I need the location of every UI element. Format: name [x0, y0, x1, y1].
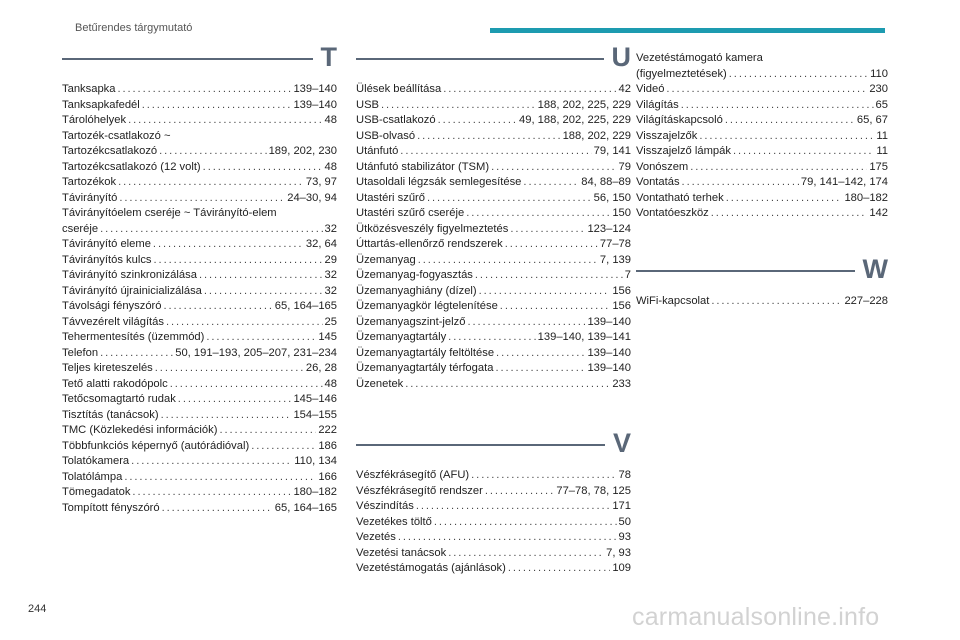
index-term: Üzemanyag	[356, 253, 416, 266]
leader-dots	[124, 470, 316, 486]
index-section-u	[356, 42, 631, 392]
index-entry	[636, 206, 888, 222]
page-reference: 189, 202, 230	[268, 145, 337, 157]
index-entry	[62, 98, 337, 114]
index-term: Üzemanyagtartály térfogata	[356, 362, 494, 374]
index-entry	[636, 191, 888, 207]
section-heading	[62, 42, 337, 72]
leader-dots	[733, 144, 874, 160]
index-entry	[62, 454, 337, 470]
index-entry	[62, 346, 337, 362]
page-reference: 175	[869, 160, 888, 173]
page-reference: 79	[618, 160, 631, 173]
index-term: Többfunkciós képernyő (autórádióval)	[62, 439, 250, 452]
index-term: Tolatólámpa	[62, 470, 123, 483]
index-entry	[636, 129, 888, 145]
index-term: Ütközésveszély figyelmeztetés	[356, 222, 509, 235]
index-entry	[356, 499, 631, 515]
index-entry	[356, 377, 631, 393]
leader-dots	[206, 330, 316, 346]
index-entry	[62, 191, 337, 207]
index-entry	[356, 253, 631, 269]
index-term: Utastéri szűrő	[356, 191, 426, 204]
leader-dots	[219, 423, 316, 439]
index-entry	[636, 144, 888, 160]
index-term: Úttartás-ellenőrző rendszerek	[356, 238, 503, 250]
leader-dots	[467, 315, 585, 331]
index-entry	[356, 206, 631, 222]
leader-dots	[726, 191, 843, 207]
index-term: Vontatás	[636, 176, 680, 188]
leader-dots	[711, 206, 868, 222]
page-reference: 156	[612, 300, 631, 312]
index-entry	[62, 470, 337, 486]
page-reference: 65, 67	[856, 114, 888, 126]
leader-dots	[505, 237, 598, 253]
index-entry	[356, 160, 631, 176]
index-term: Vezetékes töltő	[356, 515, 432, 528]
index-entry	[62, 222, 337, 238]
page-reference: 48	[324, 377, 337, 390]
index-term: Üzemanyagkör légtelenítése	[356, 300, 498, 312]
index-entry	[62, 330, 337, 346]
page-reference: 77–78	[599, 238, 631, 250]
index-entry	[62, 268, 337, 284]
index-term: TMC (Közlekedési információk)	[62, 424, 218, 436]
index-term: Vezetés	[356, 531, 396, 543]
index-entry	[62, 299, 337, 315]
index-entry	[356, 330, 631, 346]
index-term: Tanksapka	[62, 83, 116, 95]
index-term: Visszajelző lámpák	[636, 145, 731, 157]
page-reference: 222	[318, 424, 337, 436]
page-reference: 166	[318, 470, 337, 483]
leader-dots	[251, 439, 316, 455]
page-reference: 24–30, 94	[287, 191, 337, 204]
index-entry	[356, 515, 631, 531]
index-term: Tartozékcsatlakozó (12 volt)	[62, 160, 201, 173]
section-heading	[356, 428, 631, 458]
page-number: 244	[28, 603, 47, 615]
leader-dots	[118, 175, 304, 191]
index-term: Üzemanyag-fogyasztás	[356, 269, 473, 281]
leader-dots	[479, 284, 611, 300]
page-reference: 180–182	[844, 191, 888, 204]
page-reference: 78	[618, 469, 631, 481]
leader-dots	[500, 299, 611, 315]
index-term: Üzenetek	[356, 377, 404, 390]
page-reference: 56, 150	[593, 191, 631, 204]
section-letter: V	[612, 428, 631, 458]
leader-dots	[690, 160, 867, 176]
page-reference: 139–140	[293, 98, 337, 111]
page-reference: 139–140	[587, 362, 631, 374]
index-entry-first-line: Távirányítóelem cseréje ~ Távirányító-elem	[62, 207, 277, 219]
leader-dots	[666, 82, 867, 98]
leader-dots	[417, 129, 560, 145]
leader-dots	[418, 253, 598, 269]
index-term: Utánfutó	[356, 145, 399, 157]
page-header-title: Betűrendes tárgymutató	[75, 22, 193, 34]
page-reference: 186	[318, 439, 337, 452]
index-term: Tolatókamera	[62, 455, 130, 467]
index-entry	[62, 485, 337, 501]
index-term: Tanksapkafedél	[62, 98, 140, 111]
index-term: Vezetéstámogatás (ajánlások)	[356, 562, 506, 574]
page-reference: 145–146	[293, 393, 337, 405]
page-reference: 145	[318, 331, 337, 343]
section-divider-line	[356, 444, 605, 446]
page-reference: 188, 202, 225, 229	[537, 98, 631, 111]
leader-dots	[155, 361, 304, 377]
index-entry	[356, 299, 631, 315]
index-entry-first-line: Vezetéstámogató kamera	[636, 52, 763, 64]
leader-dots	[381, 98, 536, 114]
leader-dots	[398, 530, 617, 546]
leader-dots	[153, 237, 304, 253]
index-entry	[356, 82, 631, 98]
page-reference: 42	[618, 83, 631, 95]
index-entry	[62, 253, 337, 269]
index-term: Világítás	[636, 98, 679, 111]
index-entry	[356, 237, 631, 253]
index-entry	[62, 315, 337, 331]
leader-dots	[729, 67, 868, 83]
page-reference: 93	[618, 531, 631, 543]
page-reference: 7, 139	[599, 253, 631, 266]
header-accent-bar	[490, 28, 885, 33]
index-entry	[356, 484, 631, 500]
index-entry	[356, 284, 631, 300]
leader-dots	[496, 346, 585, 362]
index-entry	[356, 191, 631, 207]
page-reference: 142	[869, 207, 888, 219]
leader-dots	[448, 546, 604, 562]
index-term: Üzemanyagtartály feltöltése	[356, 346, 495, 359]
index-section-v	[356, 428, 631, 577]
section-divider-line	[356, 58, 604, 60]
index-term: Tartozékok	[62, 176, 117, 188]
page-reference: 110, 134	[294, 455, 337, 467]
leader-dots	[725, 113, 855, 129]
section-divider-line	[62, 58, 313, 60]
page-reference: 180–182	[293, 486, 337, 498]
leader-dots	[434, 515, 617, 531]
index-term: Vészfékrásegítő (AFU)	[356, 469, 470, 481]
leader-dots	[162, 501, 273, 517]
index-section-w	[636, 254, 888, 310]
leader-dots	[204, 284, 323, 300]
index-entry	[356, 222, 631, 238]
index-entry	[356, 144, 631, 160]
page-reference: 73, 97	[305, 176, 337, 188]
index-entry	[62, 501, 337, 517]
leader-dots	[178, 392, 292, 408]
leader-dots	[131, 454, 292, 470]
leader-dots	[203, 160, 323, 176]
index-entry	[62, 392, 337, 408]
leader-dots	[166, 315, 323, 331]
index-entry	[356, 468, 631, 484]
page-reference: 32, 64	[305, 238, 337, 250]
leader-dots	[491, 160, 616, 176]
watermark: carmanualsonline.info	[632, 603, 880, 631]
index-entry	[356, 129, 631, 145]
index-term: WiFi-kapcsolat	[636, 295, 710, 307]
leader-dots	[161, 408, 292, 424]
page-reference: 29	[324, 253, 337, 266]
index-term: cseréje	[62, 222, 99, 235]
index-term: Teljes kireteszelés	[62, 362, 153, 374]
index-entry	[62, 237, 337, 253]
index-term: Távirányító újrainicializálása	[62, 284, 202, 297]
index-section-v-continued	[636, 51, 888, 222]
index-entry	[62, 113, 337, 129]
leader-dots	[475, 268, 623, 284]
index-entry-first-line: Tartozék-csatlakozó ~	[62, 129, 171, 142]
index-entry	[636, 160, 888, 176]
page-reference: 65, 164–165	[274, 300, 337, 312]
leader-dots	[170, 377, 323, 393]
index-entry	[62, 439, 337, 455]
index-term: USB	[356, 98, 380, 111]
leader-dots	[510, 222, 585, 238]
leader-dots	[523, 175, 579, 191]
page-reference: 7, 93	[606, 546, 631, 559]
leader-dots	[485, 484, 554, 500]
page-reference: 65	[875, 98, 888, 111]
page-reference: 154–155	[293, 408, 337, 421]
index-term: Tehermentesítés (üzemmód)	[62, 331, 205, 343]
leader-dots	[128, 113, 322, 129]
index-entry	[356, 98, 631, 114]
index-term: Tárolóhelyek	[62, 114, 127, 126]
index-entry	[636, 98, 888, 114]
index-entry	[356, 561, 631, 577]
leader-dots	[164, 299, 273, 315]
index-term: Távirányító	[62, 191, 118, 204]
index-entry	[356, 546, 631, 562]
index-term: Tisztítás (tanácsok)	[62, 408, 159, 421]
index-term: Üzemanyaghiány (dízel)	[356, 284, 477, 297]
leader-dots	[199, 268, 323, 284]
leader-dots	[100, 346, 173, 362]
index-term: Tompított fényszóró	[62, 501, 160, 514]
section-letter: U	[611, 42, 631, 72]
index-term: Távirányítós kulcs	[62, 253, 152, 266]
index-term: Utasoldali légzsák semlegesítése	[356, 176, 522, 188]
index-entry	[62, 423, 337, 439]
index-term: Üzemanyagtartály	[356, 331, 447, 343]
index-entry	[356, 361, 631, 377]
page-reference: 139–140	[587, 315, 631, 328]
index-entry	[62, 82, 337, 98]
page-reference: 139–140	[587, 346, 631, 359]
leader-dots	[471, 468, 616, 484]
page-reference: 188, 202, 229	[562, 129, 631, 142]
leader-dots	[100, 222, 322, 238]
page-reference: 156	[612, 284, 631, 297]
index-term: Távirányító eleme	[62, 238, 151, 250]
section-heading	[636, 254, 888, 284]
leader-dots	[438, 113, 517, 129]
leader-dots	[405, 377, 610, 393]
page-reference: 110	[870, 67, 888, 80]
page-reference: 227–228	[844, 295, 888, 307]
index-term: Visszajelzők	[636, 129, 698, 142]
page-reference: 150	[612, 207, 631, 219]
page-reference: 7	[624, 269, 631, 281]
page-reference: 25	[324, 315, 337, 328]
index-entry	[636, 67, 888, 83]
index-term: Távirányító szinkronizálása	[62, 269, 197, 281]
index-section-t	[62, 42, 337, 516]
index-term: USB-csatlakozó	[356, 114, 436, 126]
leader-dots	[416, 499, 610, 515]
leader-dots	[711, 294, 842, 310]
leader-dots	[159, 144, 266, 160]
leader-dots	[154, 253, 323, 269]
page-reference: 123–124	[587, 222, 631, 235]
leader-dots	[495, 361, 585, 377]
index-entry	[356, 113, 631, 129]
leader-dots	[117, 82, 291, 98]
section-divider-line	[636, 270, 855, 272]
index-entry	[356, 346, 631, 362]
index-term: Videó	[636, 83, 665, 95]
index-term: Ülések beállítása	[356, 83, 442, 95]
index-entry	[62, 144, 337, 160]
leader-dots	[400, 144, 591, 160]
page-reference: 26, 28	[305, 362, 337, 374]
index-entry	[62, 160, 337, 176]
page-reference: 65, 164–165	[274, 501, 337, 514]
page-reference: 49, 188, 202, 225, 229	[519, 114, 631, 126]
page-reference: 79, 141	[593, 145, 631, 157]
leader-dots	[443, 82, 616, 98]
page-reference: 109	[612, 562, 631, 574]
index-term: Vészfékrásegítő rendszer	[356, 484, 483, 497]
page-reference: 48	[324, 160, 337, 173]
page-reference: 50, 191–193, 205–207, 231–234	[175, 346, 337, 359]
index-entry	[356, 530, 631, 546]
index-term: Távvezérelt világítás	[62, 315, 164, 328]
leader-dots	[681, 98, 874, 114]
index-term: USB-olvasó	[356, 129, 416, 142]
index-entry	[636, 294, 888, 310]
index-term: Távolsági fényszóró	[62, 300, 162, 312]
leader-dots	[466, 206, 610, 222]
page-reference: 32	[324, 222, 337, 235]
page-reference: 139–140	[293, 83, 337, 95]
index-entry	[62, 361, 337, 377]
index-term: Tetőcsomagtartó rudak	[62, 393, 176, 405]
index-entry	[636, 82, 888, 98]
index-entry	[356, 268, 631, 284]
leader-dots	[132, 485, 291, 501]
page-reference: 32	[324, 284, 337, 297]
page-reference: 50	[618, 515, 631, 528]
index-entry	[356, 315, 631, 331]
index-term: Vontatóeszköz	[636, 207, 709, 219]
page-reference: 230	[869, 83, 888, 95]
leader-dots	[448, 330, 536, 346]
section-letter: W	[862, 254, 888, 284]
index-term: Tartozékcsatlakozó	[62, 145, 158, 157]
page-reference: 32	[324, 269, 337, 281]
section-letter: T	[320, 42, 337, 72]
page-reference: 11	[876, 145, 888, 157]
index-entry	[636, 175, 888, 191]
leader-dots	[508, 561, 610, 577]
index-term: Utastéri szűrő cseréje	[356, 207, 465, 219]
page-reference: 233	[612, 377, 631, 390]
index-term: Világításkapcsoló	[636, 114, 723, 126]
index-entry	[62, 284, 337, 300]
leader-dots	[142, 98, 292, 114]
page-reference: 11	[876, 129, 888, 142]
index-entry	[62, 175, 337, 191]
leader-dots	[699, 129, 874, 145]
index-term: Vészindítás	[356, 500, 414, 512]
leader-dots	[119, 191, 285, 207]
page-reference: 77–78, 78, 125	[556, 484, 631, 497]
index-entry	[356, 175, 631, 191]
index-term: Tömegadatok	[62, 486, 131, 498]
index-term: Vontatható terhek	[636, 191, 724, 204]
page-reference: 48	[324, 114, 337, 126]
page-reference: 79, 141–142, 174	[800, 176, 888, 188]
index-term: Tető alatti rakodópolc	[62, 377, 168, 390]
index-term: Telefon	[62, 346, 99, 359]
index-term: Vezetési tanácsok	[356, 546, 447, 559]
index-term: Üzemanyagszint-jelző	[356, 315, 466, 328]
page-reference: 171	[612, 500, 631, 512]
page-reference: 84, 88–89	[581, 176, 631, 188]
index-entry	[636, 113, 888, 129]
section-heading	[356, 42, 631, 72]
index-entry	[62, 377, 337, 393]
index-term: (figyelmeztetések)	[636, 67, 727, 80]
index-entry	[62, 408, 337, 424]
leader-dots	[682, 175, 799, 191]
page-reference: 139–140, 139–141	[537, 331, 631, 343]
index-term: Utánfutó stabilizátor (TSM)	[356, 160, 490, 173]
index-term: Vonószem	[636, 160, 689, 173]
leader-dots	[427, 191, 592, 207]
